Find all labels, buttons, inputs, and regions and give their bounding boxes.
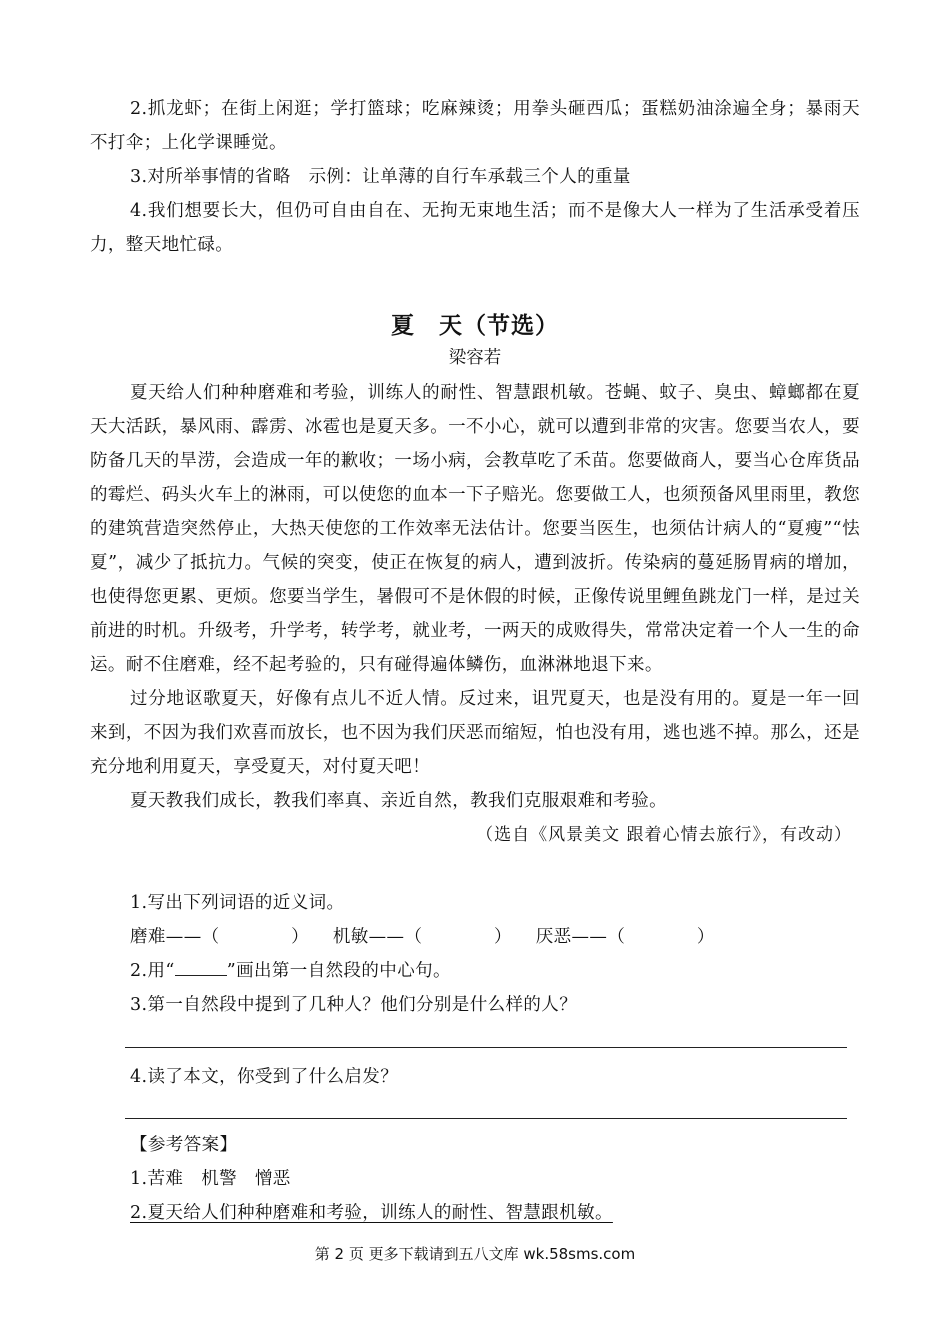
page-footer: 第 2 页 更多下载请到五八文库 wk.58sms.com [314,1245,636,1263]
paragraph-1: 夏天给人们种种磨难和考验，训练人的耐性、智慧跟机敏。苍蝇、蚊子、臭虫、蟑螂都在夏天大活跃，暴风雨、霹雳、冰雹也是夏天多。一不小心，就可以遭到非常的灾害。您要当农人，要防备几天的旱涝，会造成一年的歉收；一场小病，会教草吃了禾苗。您要做商人，要当心仓库货品的霉烂、码头火车上的淋雨，可以使您的血本一下子赔光。您要做工人，也须预备风里雨里，教您的建筑营造突然停止，大热天使您的工作效率无法估计。您要当医生，也须估计病人的“夏瘦”“怯夏”，减少了抵抗力。气候的突变，使正在恢复的病人，遭到波折。传染病的蔓延肠胃病的增加，也使得您更累、更烦。您要当学生，暑假可不是休假的时候，正像传说里鲤鱼跳龙门一样，是过关前进的时机。升级考，升学考，转学考，就业考，一两天的成败得失，常常决定着一个人一生的命运。耐不住磨难，经不起考验的，只有碰得遍体鳞伤，血淋淋地退下来。 [90,383,860,675]
reference-answers [130,1128,860,1230]
underline-sample [175,957,227,976]
question-2-post: ”画出第一自然段的中心句。 [226,961,451,981]
synonym-1: 磨难——（ ） [130,927,309,947]
answers-header: 【参考答案】 [130,1135,238,1155]
answer-1: 1.苦难 机警 憎恶 [130,1169,291,1189]
paragraph-2: 过分地讴歌夏天，好像有点儿不近人情。反过来，诅咒夏天，也是没有用的。夏是一年一回来到，不因为我们欢喜而放长，也不因为我们厌恶而缩短，怕也没有用，逃也逃不掉。那么，还是充分地利用夏天，享受夏天，对付夏天吧！ [90,689,860,777]
question-4-block [130,1060,860,1094]
answer-2-text: 2.夏天给人们种种磨难和考验，训练人的耐性、智慧跟机敏。 [130,1203,613,1223]
answer-3-prev: 3.对所举事情的省略 示例：让单薄的自行车承载三个人的重量 [130,167,631,187]
synonym-2: 机敏——（ ） [332,927,512,947]
question-2 [130,954,860,988]
answer-line-3 [125,1047,847,1048]
article-author: 梁容若 [448,348,502,368]
answer-2-prev: 2.抓龙虾；在街上闲逛；学打篮球；吃麻辣烫；用拳头砸西瓜；蛋糕奶油涂遍全身；暴雨天不打伞；上化学课睡觉。 [90,99,860,153]
article-body [90,376,860,852]
synonym-3: 厌恶——（ ） [535,927,715,947]
question-1: 1.写出下列词语的近义词。 [130,893,345,913]
previous-answers [90,92,860,262]
questions [130,886,860,1022]
paragraph-3: 夏天教我们成长，教我们率真、亲近自然，教我们克服艰难和考验。 [130,791,667,811]
answer-line-4 [125,1118,847,1119]
question-3: 3.第一自然段中提到了几种人？他们分别是什么样的人？ [130,995,578,1015]
synonym-row [130,920,860,954]
answer-2 [130,1196,860,1230]
answer-4-prev: 4.我们想要长大，但仍可自由自在、无拘无束地生活；而不是像大人一样为了生活承受着压力，整天地忙碌。 [90,201,860,255]
article-source: （选自《风景美文 跟着心情去旅行》，有改动） [476,825,852,845]
question-2-pre: 2.用“ [130,961,175,981]
article-title: 夏 天（节选） [391,313,559,339]
question-4: 4.读了本文，你受到了什么启发？ [130,1067,399,1087]
